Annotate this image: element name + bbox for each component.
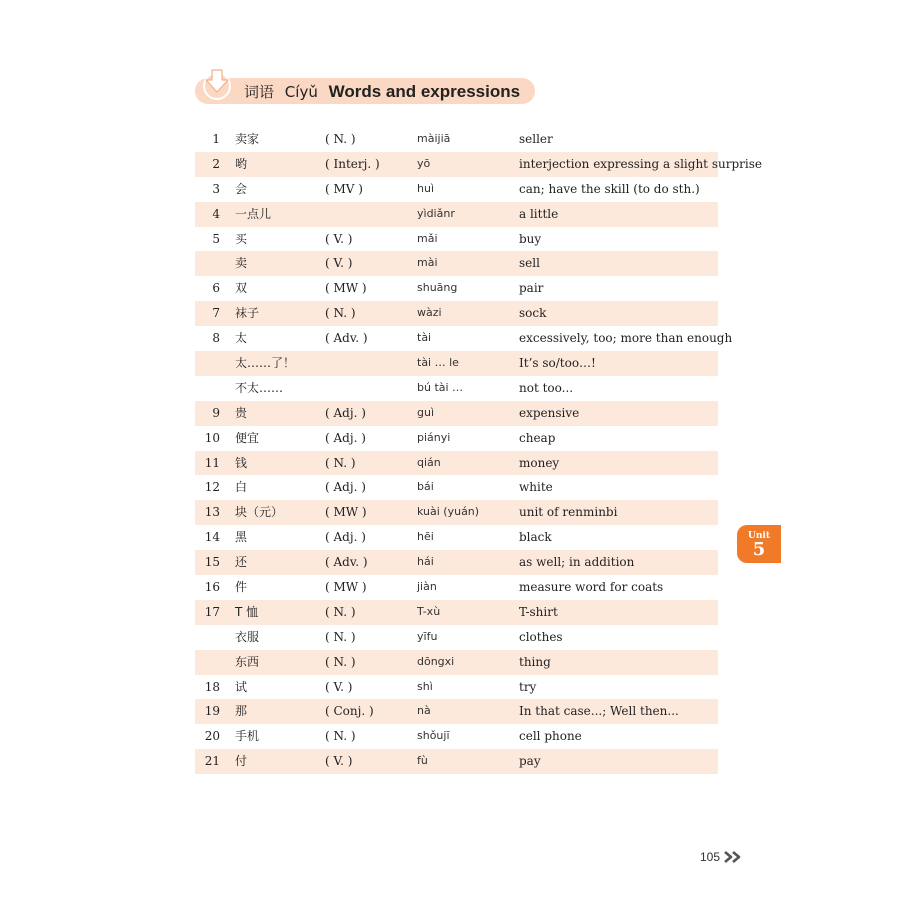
vocab-hanzi: 袜子 bbox=[235, 306, 260, 321]
unit-tab[interactable] bbox=[737, 525, 781, 563]
vocab-english: try bbox=[519, 679, 537, 694]
vocab-hanzi: 便宜 bbox=[235, 430, 260, 445]
vocab-row bbox=[195, 451, 718, 476]
vocab-english: buy bbox=[519, 231, 542, 246]
vocab-english: can; have the skill (to do sth.) bbox=[519, 181, 700, 196]
vocab-part-of-speech: ( Adv. ) bbox=[325, 555, 368, 570]
vocab-row bbox=[195, 699, 718, 724]
vocab-row bbox=[195, 500, 718, 525]
vocab-number: 21 bbox=[204, 754, 220, 769]
vocab-hanzi: 卖 bbox=[235, 256, 248, 271]
vocab-part-of-speech: ( N. ) bbox=[325, 729, 356, 744]
vocab-row bbox=[195, 177, 718, 202]
vocab-number: 11 bbox=[204, 455, 220, 470]
vocab-english: In that case...; Well then... bbox=[519, 704, 679, 719]
section-title bbox=[244, 79, 520, 105]
vocab-number: 17 bbox=[204, 604, 220, 619]
section-title-pinyin: Cíyǔ bbox=[284, 83, 318, 101]
vocab-pinyin: jiàn bbox=[417, 580, 437, 594]
vocab-part-of-speech: ( Interj. ) bbox=[325, 156, 380, 171]
vocab-row bbox=[195, 127, 718, 152]
vocab-row bbox=[195, 401, 718, 426]
vocab-pinyin: hēi bbox=[417, 530, 434, 544]
vocab-pinyin: mài bbox=[417, 256, 438, 270]
vocab-hanzi: 手机 bbox=[235, 729, 260, 744]
vocab-part-of-speech: ( N. ) bbox=[325, 132, 356, 146]
vocab-hanzi: 还 bbox=[235, 555, 248, 570]
vocab-pinyin: huì bbox=[417, 181, 434, 195]
vocab-row bbox=[195, 625, 718, 650]
vocabulary-table bbox=[195, 127, 762, 774]
vocab-pinyin: mǎi bbox=[417, 231, 438, 245]
vocab-pinyin: dōngxi bbox=[417, 654, 455, 668]
vocab-number: 10 bbox=[204, 430, 220, 445]
vocab-number: 19 bbox=[204, 704, 220, 719]
vocab-pinyin: T-xù bbox=[417, 604, 441, 618]
vocab-hanzi: 哟 bbox=[235, 156, 248, 171]
vocab-english: a little bbox=[519, 206, 559, 221]
section-title-chinese: 词语 bbox=[244, 83, 275, 101]
vocab-hanzi: 那 bbox=[235, 704, 248, 719]
vocab-pinyin: piányi bbox=[417, 430, 451, 444]
vocab-part-of-speech: ( V. ) bbox=[325, 754, 353, 769]
vocab-number: 14 bbox=[204, 530, 220, 545]
vocab-pinyin: màijiā bbox=[417, 132, 451, 145]
vocab-part-of-speech: ( Adj. ) bbox=[325, 405, 366, 420]
vocab-pinyin: tài bbox=[417, 331, 432, 345]
vocab-part-of-speech: ( Adj. ) bbox=[325, 530, 366, 545]
vocab-row bbox=[195, 276, 718, 301]
vocab-pinyin: kuài (yuán) bbox=[417, 505, 480, 519]
vocab-part-of-speech: ( Adj. ) bbox=[325, 430, 366, 445]
vocab-hanzi: T 恤 bbox=[235, 604, 259, 619]
vocab-hanzi: 黑 bbox=[235, 530, 248, 545]
vocab-english: excessively, too; more than enough bbox=[519, 331, 733, 346]
vocab-number: 5 bbox=[212, 231, 220, 246]
vocab-pinyin: wàzi bbox=[417, 306, 442, 320]
vocab-hanzi: 白 bbox=[235, 480, 248, 495]
vocab-row bbox=[195, 202, 718, 227]
vocab-english: clothes bbox=[519, 629, 563, 644]
vocab-row bbox=[195, 650, 718, 675]
vocab-row bbox=[195, 152, 762, 177]
vocab-english: unit of renminbi bbox=[519, 505, 618, 520]
page-number: 105 bbox=[700, 850, 721, 864]
vocab-pinyin: yìdiǎnr bbox=[417, 206, 455, 220]
vocab-hanzi: 双 bbox=[235, 281, 248, 296]
double-chevron-right-icon[interactable] bbox=[723, 850, 743, 864]
vocab-part-of-speech: ( MW ) bbox=[325, 505, 367, 520]
vocab-english: measure word for coats bbox=[519, 580, 664, 595]
vocab-part-of-speech: ( MW ) bbox=[325, 281, 367, 296]
vocab-part-of-speech: ( MW ) bbox=[325, 580, 367, 595]
vocab-pinyin: yīfu bbox=[417, 629, 438, 643]
vocab-row bbox=[195, 376, 718, 401]
vocab-part-of-speech: ( N. ) bbox=[325, 306, 356, 321]
vocab-number: 18 bbox=[204, 679, 220, 694]
vocab-row bbox=[195, 550, 718, 575]
vocab-number: 3 bbox=[212, 181, 220, 196]
vocab-english: expensive bbox=[519, 405, 580, 420]
vocab-english: thing bbox=[519, 654, 551, 669]
vocab-row bbox=[195, 251, 718, 276]
vocab-english: not too... bbox=[519, 380, 574, 395]
download-arrow-icon bbox=[200, 66, 234, 100]
vocab-pinyin: fù bbox=[417, 754, 428, 768]
vocab-pinyin: hái bbox=[417, 555, 434, 569]
vocab-pinyin: nà bbox=[417, 704, 431, 718]
vocab-hanzi: 块（元） bbox=[235, 505, 284, 520]
vocab-english: seller bbox=[519, 132, 553, 146]
vocab-row bbox=[195, 301, 718, 326]
vocab-english: cheap bbox=[519, 430, 556, 445]
unit-tab-label: Unit bbox=[748, 531, 770, 541]
vocab-row bbox=[195, 475, 718, 500]
vocab-pinyin: tài … le bbox=[417, 356, 459, 370]
vocab-english: as well; in addition bbox=[519, 555, 635, 570]
vocab-row bbox=[195, 227, 718, 252]
unit-tab-number: 5 bbox=[752, 539, 766, 560]
vocab-hanzi: 衣服 bbox=[235, 629, 260, 644]
vocab-row bbox=[195, 600, 718, 625]
vocab-hanzi: 会 bbox=[235, 181, 248, 196]
vocab-part-of-speech: ( Adv. ) bbox=[325, 331, 368, 346]
vocab-english: black bbox=[519, 530, 552, 545]
vocab-row bbox=[195, 426, 718, 451]
vocab-pinyin: bái bbox=[417, 480, 434, 494]
vocab-row bbox=[195, 675, 718, 700]
vocab-part-of-speech: ( MV ) bbox=[325, 181, 363, 196]
vocab-part-of-speech: ( N. ) bbox=[325, 654, 356, 669]
vocab-english: It’s so/too…! bbox=[519, 356, 596, 371]
vocab-hanzi: 太……了！ bbox=[235, 356, 296, 371]
vocab-english: sell bbox=[519, 256, 540, 271]
vocab-hanzi: 不太…… bbox=[235, 380, 284, 395]
vocab-part-of-speech: ( Conj. ) bbox=[325, 704, 374, 719]
vocab-english: white bbox=[519, 480, 553, 495]
vocab-number: 9 bbox=[212, 405, 220, 420]
vocab-english: T-shirt bbox=[519, 604, 558, 619]
vocab-number: 15 bbox=[204, 555, 220, 570]
vocab-hanzi: 付 bbox=[235, 754, 248, 769]
vocab-number: 16 bbox=[204, 580, 220, 595]
vocab-pinyin: bú tài … bbox=[417, 380, 464, 394]
vocab-number: 2 bbox=[212, 156, 220, 171]
vocab-part-of-speech: ( Adj. ) bbox=[325, 480, 366, 495]
vocab-number: 8 bbox=[212, 331, 220, 346]
vocab-number: 6 bbox=[212, 281, 220, 296]
vocab-hanzi: 试 bbox=[235, 679, 248, 694]
vocab-part-of-speech: ( V. ) bbox=[325, 679, 353, 694]
vocab-english: interjection expressing a slight surprise bbox=[519, 156, 762, 171]
vocab-row bbox=[195, 525, 718, 550]
vocab-part-of-speech: ( N. ) bbox=[325, 455, 356, 470]
vocab-hanzi: 卖家 bbox=[235, 132, 260, 146]
vocab-number: 13 bbox=[204, 505, 220, 520]
vocab-english: money bbox=[519, 455, 560, 470]
vocab-hanzi: 太 bbox=[235, 331, 248, 346]
vocab-number: 4 bbox=[212, 206, 220, 221]
vocab-part-of-speech: ( V. ) bbox=[325, 256, 353, 271]
vocab-hanzi: 一点儿 bbox=[235, 206, 272, 221]
vocab-part-of-speech: ( V. ) bbox=[325, 231, 353, 246]
vocab-pinyin: shuāng bbox=[417, 281, 458, 295]
vocab-hanzi: 买 bbox=[235, 231, 248, 246]
vocab-number: 1 bbox=[212, 132, 220, 146]
vocab-row bbox=[195, 351, 718, 376]
vocab-pinyin: shì bbox=[417, 679, 433, 693]
vocab-row bbox=[195, 724, 718, 749]
vocab-english: sock bbox=[519, 306, 547, 321]
vocab-row bbox=[195, 326, 733, 351]
vocab-hanzi: 件 bbox=[235, 580, 248, 595]
vocab-part-of-speech: ( N. ) bbox=[325, 629, 356, 644]
vocab-hanzi: 东西 bbox=[235, 654, 260, 669]
section-title-english: Words and expressions bbox=[328, 82, 521, 101]
vocab-part-of-speech: ( N. ) bbox=[325, 604, 356, 619]
vocab-hanzi: 贵 bbox=[235, 405, 248, 420]
vocab-pinyin: shǒujī bbox=[417, 729, 450, 743]
vocab-pinyin: guì bbox=[417, 405, 435, 419]
vocab-pinyin: qián bbox=[417, 455, 441, 469]
vocab-english: pair bbox=[519, 281, 544, 296]
vocab-number: 12 bbox=[204, 480, 220, 495]
vocab-pinyin: yō bbox=[417, 156, 431, 170]
vocab-row bbox=[195, 575, 718, 600]
vocab-english: cell phone bbox=[519, 729, 582, 744]
vocab-row bbox=[195, 749, 718, 774]
vocab-number: 20 bbox=[204, 729, 220, 744]
vocab-number: 7 bbox=[212, 306, 220, 321]
vocab-hanzi: 钱 bbox=[235, 455, 248, 470]
vocab-english: pay bbox=[519, 754, 541, 769]
